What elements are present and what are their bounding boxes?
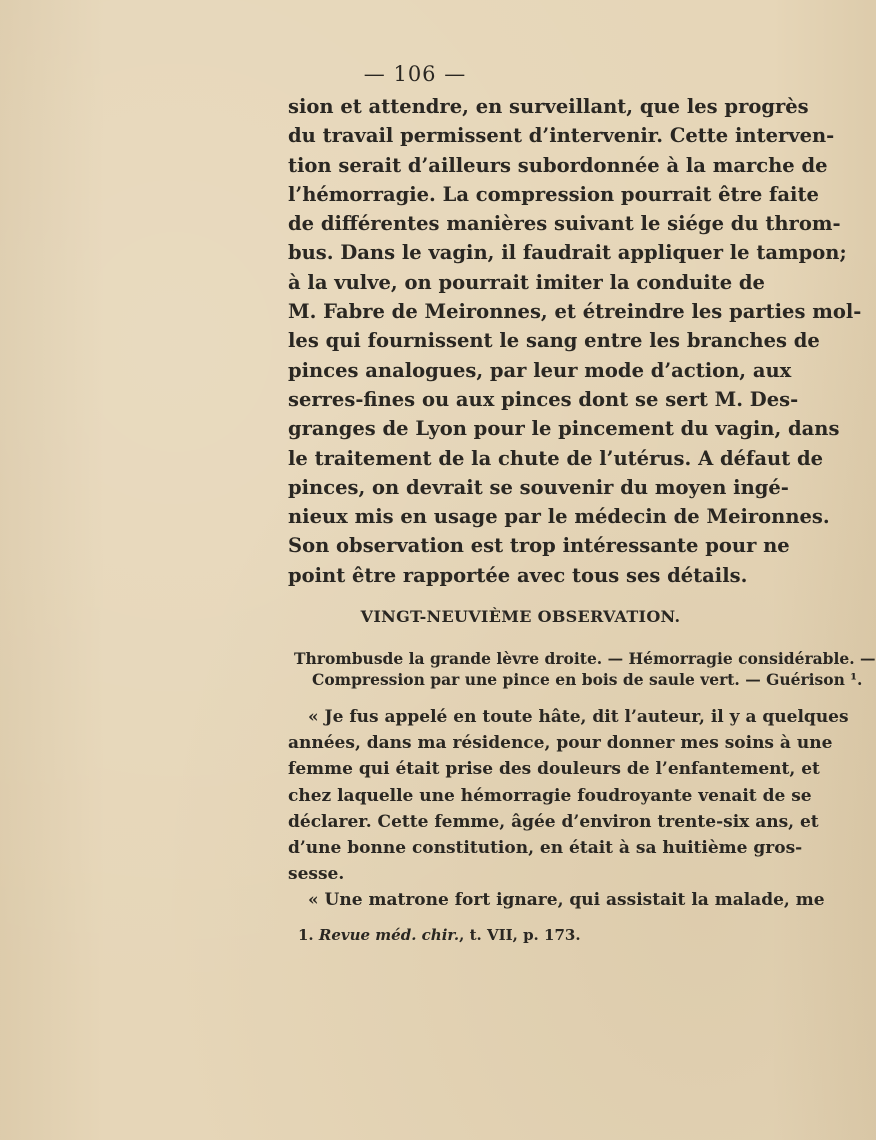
text-line: à la vulve, on pourrait imiter la conduite de <box>288 270 765 294</box>
text-line: bus. Dans le vagin, il faudrait appliquer le tampon; <box>288 241 847 265</box>
page-number: — 106 — <box>363 62 467 86</box>
footnote-citation: , t. VII, p. 173. <box>459 926 581 944</box>
text-line: nieux mis en usage par le médecin de Meironnes. <box>288 505 830 529</box>
text-line: le traitement de la chute de l’utérus. A défaut de <box>288 446 824 470</box>
text-line: sion et attendre, en surveillant, que les progrès <box>288 95 809 118</box>
quoted-observation <box>288 704 849 914</box>
text-line: tion serait d’ailleurs subordonnée à la marche de <box>288 153 828 177</box>
main-paragraph <box>288 92 862 590</box>
quote-line: sesse. <box>288 864 345 885</box>
quote-line: déclarer. Cette femme, âgée d’environ trente-six ans, et <box>288 811 819 832</box>
text-line: Son observation est trop intéressante pour ne <box>288 534 790 558</box>
quote-line: années, dans ma résidence, pour donner mes soins à une <box>288 733 833 754</box>
footnote-number: 1. <box>298 926 314 944</box>
text-line: point être rapportée avec tous ses détails. <box>288 563 748 587</box>
text-line: pinces, on devrait se souvenir du moyen ingé- <box>288 475 789 499</box>
quote-line: « Je fus appelé en toute hâte, dit l’auteur, il y a quelques <box>308 707 849 727</box>
observation-title: VINGT-NEUVIÈME OBSERVATION. <box>360 607 681 626</box>
text-line: M. Fabre de Meironnes, et étreindre les parties mol- <box>288 300 862 324</box>
text-line: les qui fournissent le sang entre les branches de <box>288 329 820 353</box>
footnote <box>298 926 581 944</box>
quote-line: d’une bonne constitution, en était à sa huitième gros- <box>288 838 803 859</box>
summary-line: Thrombusde la grande lèvre droite. — Hémorragie considérable. — <box>294 649 876 668</box>
text-line: granges de Lyon pour le pincement du vagin, dans <box>288 417 840 441</box>
text-line: pinces analogues, par leur mode d’action, aux <box>288 358 792 382</box>
footnote-journal: Revue méd. chir. <box>318 926 460 944</box>
text-line: du travail permissent d’intervenir. Cette interven- <box>288 124 835 148</box>
summary-line: Compression par une pince en bois de saule vert. — Guérison ¹. <box>312 670 863 689</box>
quote-line: « Une matrone fort ignare, qui assistait la malade, me <box>308 890 825 911</box>
observation-summary <box>294 648 876 690</box>
text-line: de différentes manières suivant le siége du throm- <box>288 212 841 236</box>
quote-line: femme qui était prise des douleurs de l’enfantement, et <box>288 759 820 780</box>
text-line: serres-fines ou aux pinces dont se sert M. Des- <box>288 387 799 411</box>
text-line: l’hémorragie. La compression pourrait être faite <box>288 182 819 206</box>
quote-line: chez laquelle une hémorragie foudroyante venait de se <box>288 785 812 806</box>
